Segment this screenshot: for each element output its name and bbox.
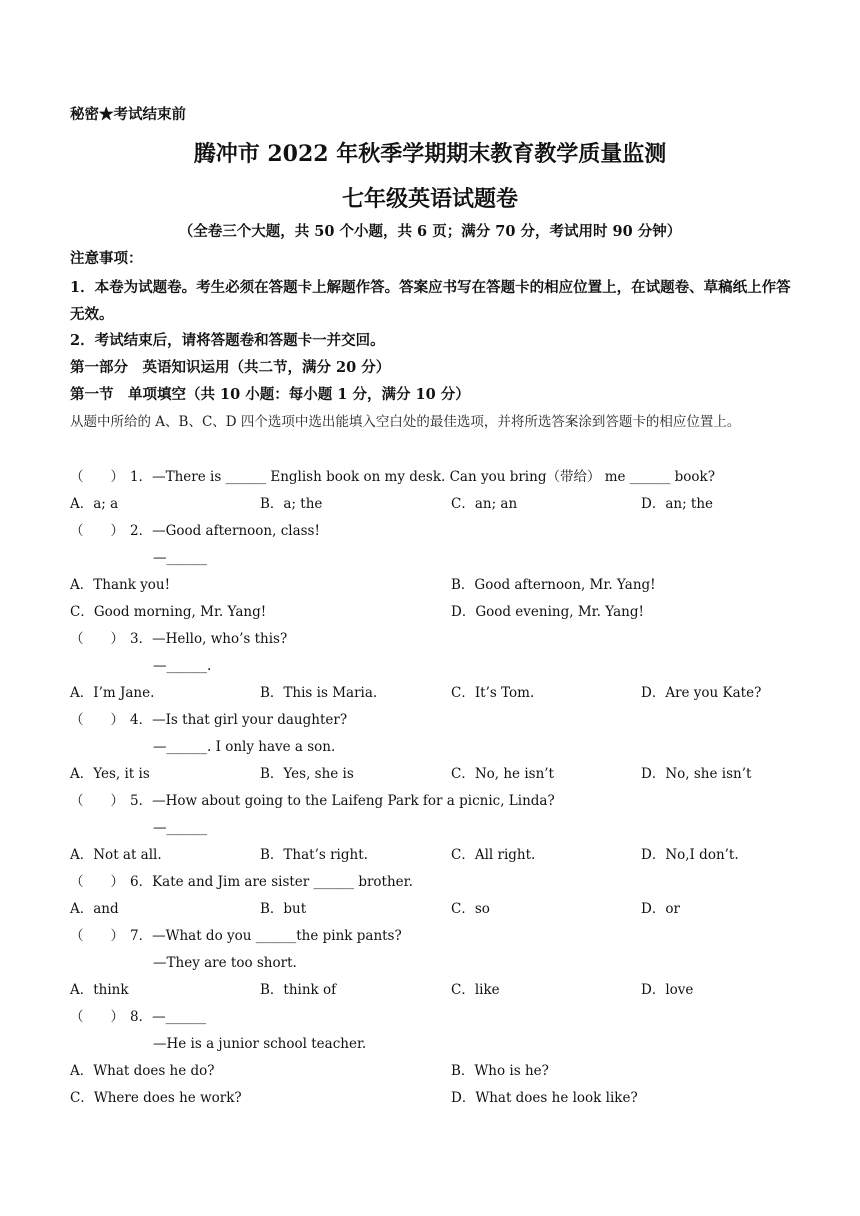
option-a: A．a; a xyxy=(70,496,119,512)
question-5 xyxy=(70,792,555,810)
answer-blank: （ ） xyxy=(70,469,124,485)
option-d: D．Are you Kate? xyxy=(641,685,762,701)
question-line-2: —He is a junior school teacher. xyxy=(153,1036,367,1052)
option-c: C．All right. xyxy=(451,847,536,863)
note-item-1: 1．本卷为试题卷。考生必须在答题卡上解题作答。答案应书写在答题卡的相应位置上，在试题卷、草稿纸上作答无效。 xyxy=(70,279,791,323)
question-stem: 5．—How about going to the Laifeng Park for a picnic, Linda? xyxy=(130,793,555,809)
option-b: B．but xyxy=(260,901,307,917)
question-line-2: —______ xyxy=(153,820,207,836)
option-a: A．I’m Jane. xyxy=(70,685,155,701)
answer-blank: （ ） xyxy=(70,712,124,728)
option-b: B．Who is he? xyxy=(451,1063,549,1079)
option-d: D．No, she isn’t xyxy=(641,766,752,782)
question-stem: 1．—There is ______ English book on my desk. Can you bring（带给） me ______ book? xyxy=(130,469,715,485)
question-1 xyxy=(70,468,715,486)
option-a: A．Thank you! xyxy=(70,577,171,593)
section-instruction: 从题中所给的 A、B、C、D 四个选项中选出能填入空白处的最佳选项，并将所选答案涂到答题卡的相应位置上。 xyxy=(70,414,741,430)
question-stem: 7．—What do you ______the pink pants? xyxy=(130,928,402,944)
exam-info: （全卷三个大题，共 50 个小题，共 6 页；满分 70 分，考试用时 90 分钟） xyxy=(178,223,682,240)
option-d: D．love xyxy=(641,982,694,998)
question-line-2: —______ xyxy=(153,550,207,566)
option-a: A．Yes, it is xyxy=(70,766,150,782)
option-d: D．Good evening, Mr. Yang! xyxy=(451,604,644,620)
question-2 xyxy=(70,522,320,540)
option-c: C．Where does he work? xyxy=(70,1090,242,1106)
option-b: B．Good afternoon, Mr. Yang! xyxy=(451,577,656,593)
question-stem: 8．—______ xyxy=(130,1009,207,1025)
question-6 xyxy=(70,873,413,891)
option-a: A．think xyxy=(70,982,129,998)
answer-blank: （ ） xyxy=(70,793,124,809)
option-a: A．What does he do? xyxy=(70,1063,215,1079)
answer-blank: （ ） xyxy=(70,1009,124,1025)
option-b: B．That’s right. xyxy=(260,847,368,863)
question-8 xyxy=(70,1008,206,1026)
answer-blank: （ ） xyxy=(70,928,124,944)
notes-heading: 注意事项： xyxy=(70,250,143,267)
question-stem: 4．—Is that girl your daughter? xyxy=(130,712,348,728)
question-line-2: —______. xyxy=(153,658,212,674)
option-c: C．It’s Tom. xyxy=(451,685,535,701)
option-d: D．No,I don’t. xyxy=(641,847,739,863)
option-b: B．think of xyxy=(260,982,337,998)
answer-blank: （ ） xyxy=(70,523,124,539)
section-heading: 第一节 单项填空（共 10 小题：每小题 1 分，满分 10 分） xyxy=(70,386,470,403)
option-b: B．a; the xyxy=(260,496,323,512)
option-d: D．an; the xyxy=(641,496,714,512)
option-a: A．Not at all. xyxy=(70,847,162,863)
question-3 xyxy=(70,630,287,648)
answer-blank: （ ） xyxy=(70,874,124,890)
exam-title: 腾冲市 2022 年秋季学期期末教育教学质量监测 xyxy=(193,141,667,167)
option-c: C．Good morning, Mr. Yang! xyxy=(70,604,267,620)
option-c: C．like xyxy=(451,982,500,998)
option-b: B．This is Maria. xyxy=(260,685,378,701)
exam-subject-title: 七年级英语试题卷 xyxy=(341,186,518,212)
option-a: A．and xyxy=(70,901,119,917)
note-item-2: 2．考试结束后，请将答题卷和答题卡一并交回。 xyxy=(70,332,385,349)
option-d: D．What does he look like? xyxy=(451,1090,638,1106)
question-stem: 3．—Hello, who’s this? xyxy=(130,631,288,647)
option-d: D．or xyxy=(641,901,680,917)
question-4 xyxy=(70,711,347,729)
question-stem: 2．—Good afternoon, class! xyxy=(130,523,320,539)
question-line-2: —______. I only have a son. xyxy=(153,739,336,755)
question-line-2: —They are too short. xyxy=(153,955,297,971)
confidential-label: 秘密★考试结束前 xyxy=(70,106,186,123)
answer-blank: （ ） xyxy=(70,631,124,647)
option-b: B．Yes, she is xyxy=(260,766,354,782)
option-c: C．No, he isn’t xyxy=(451,766,554,782)
option-c: C．an; an xyxy=(451,496,518,512)
option-c: C．so xyxy=(451,901,490,917)
question-7 xyxy=(70,927,402,945)
part-heading: 第一部分 英语知识运用（共二节，满分 20 分） xyxy=(70,359,391,376)
question-stem: 6．Kate and Jim are sister ______ brother. xyxy=(130,874,413,890)
